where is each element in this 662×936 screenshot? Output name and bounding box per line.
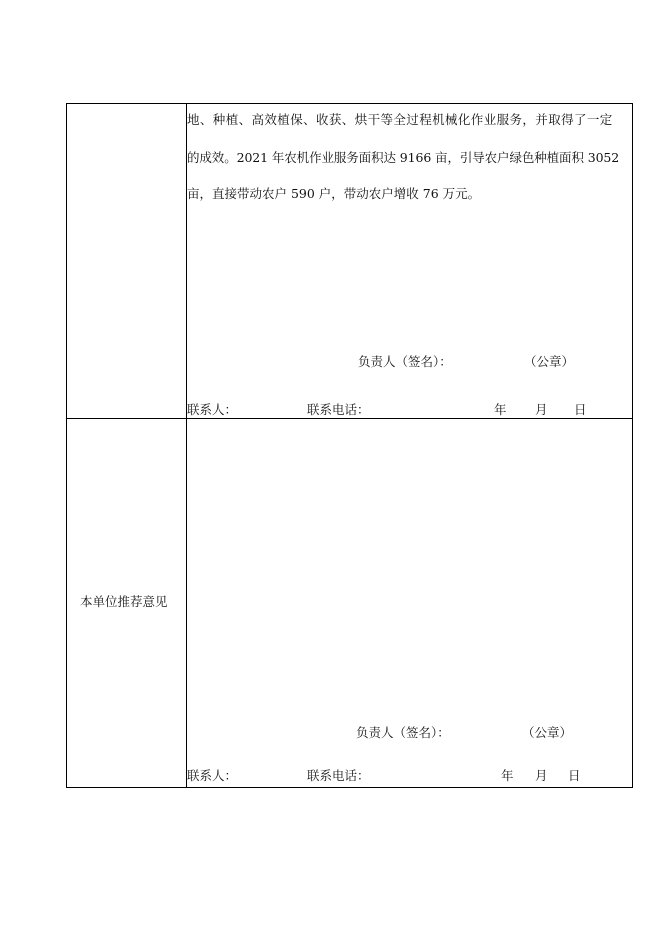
year-label: 年 [501, 768, 514, 783]
table-border-top [66, 103, 633, 104]
body-line: 地、种植、高效植保、收获、烘干等全过程机械化作业服务，并取得了一定 [187, 112, 613, 127]
body-line: 的成效。2021 年农机作业服务面积达 9166 亩，引导农户绿色种植面积 3052 [187, 150, 620, 165]
seal-label: （公章） [522, 725, 573, 740]
day-label: 日 [574, 402, 587, 417]
month-label: 月 [535, 768, 548, 783]
phone-label: 联系电话： [307, 402, 370, 417]
day-label: 日 [568, 768, 581, 783]
table-border-left [66, 103, 67, 788]
table-border-right [632, 103, 633, 788]
table-border-bottom [66, 787, 633, 788]
phone-label: 联系电话： [307, 768, 370, 783]
contact-label: 联系人： [187, 402, 238, 417]
seal-label: （公章） [524, 354, 575, 369]
table-divider-row [66, 418, 633, 419]
signature-label: 负责人（签名）： [358, 354, 452, 369]
body-line: 亩，直接带动农户 590 户，带动农户增收 76 万元。 [187, 186, 481, 201]
month-label: 月 [535, 402, 548, 417]
contact-label: 联系人： [187, 768, 238, 783]
recommendation-row-label: 本单位推荐意见 [80, 594, 168, 609]
signature-label: 负责人（签名）： [356, 725, 450, 740]
table-divider-col [186, 103, 187, 788]
year-label: 年 [494, 402, 507, 417]
